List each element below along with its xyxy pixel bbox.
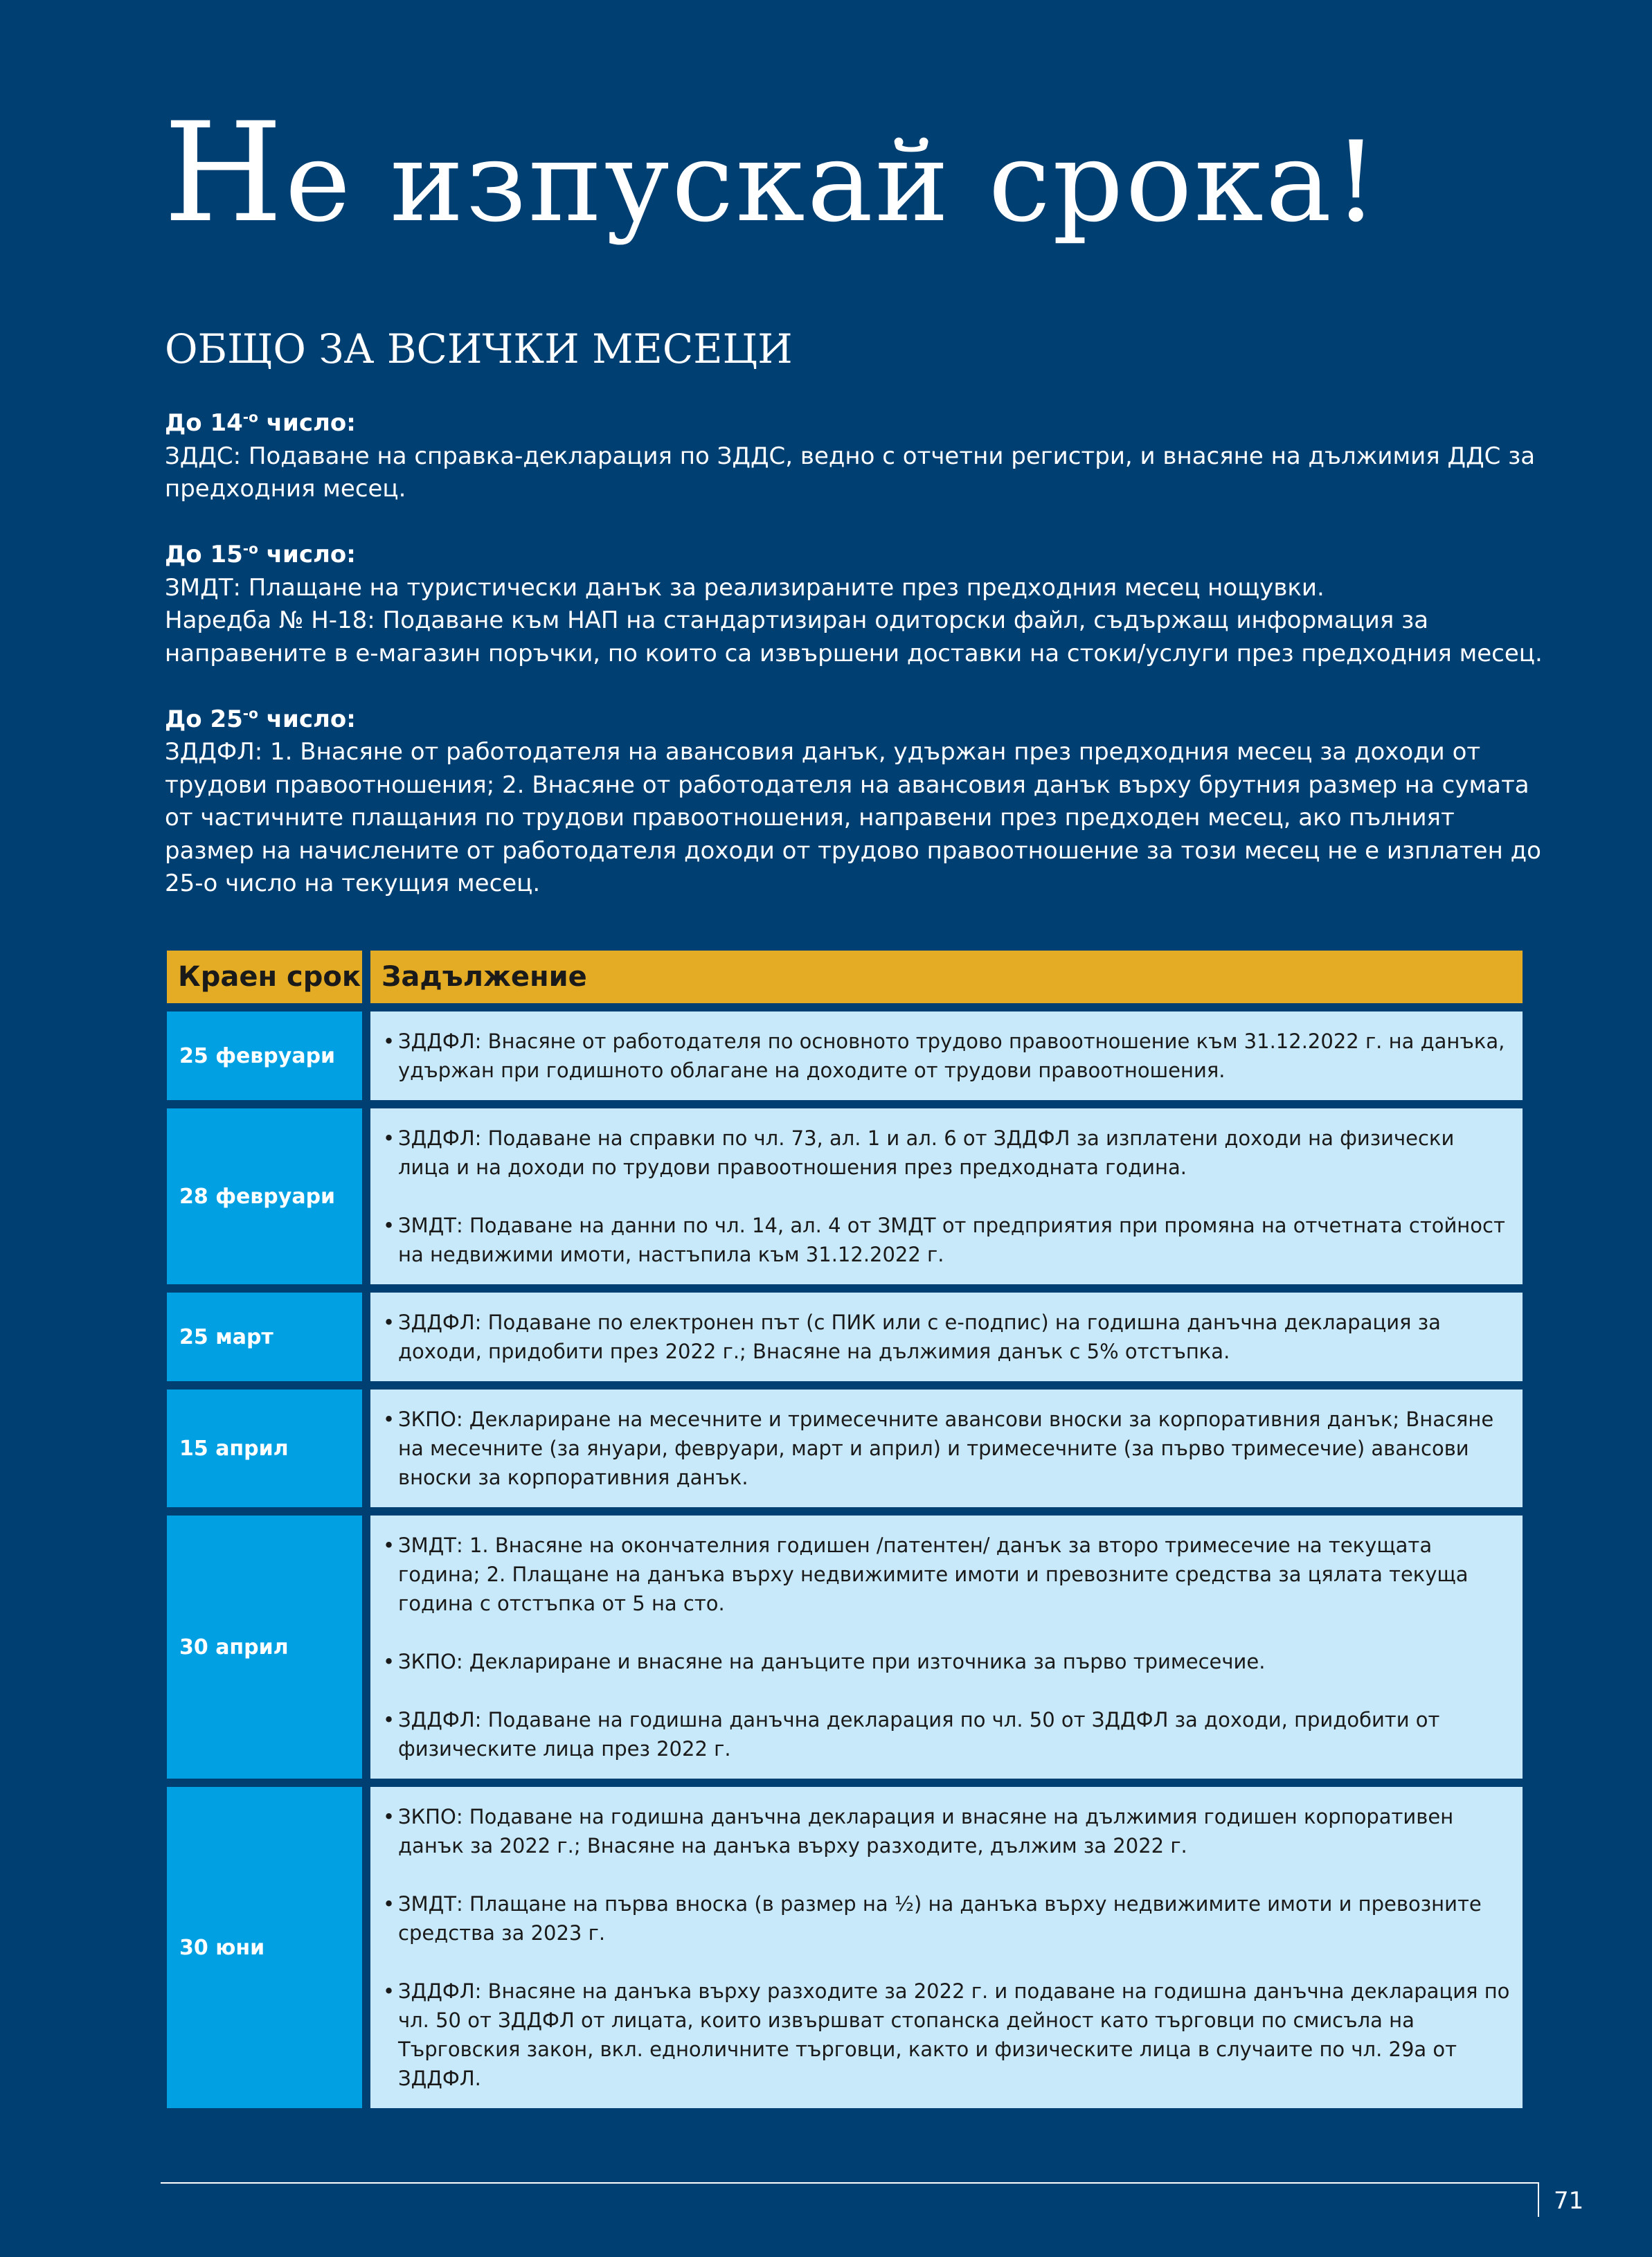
table-row <box>167 1108 1523 1284</box>
obligation-item: • ЗДДФЛ: Подаване по електронен път (с ПИК или с е-подпис) на годишна данъчна декларация за доходи, придобити през 2022 г.; Внасяне на дължимия данък с 5% отстъпка. <box>383 1308 1510 1366</box>
heading-day: До 15 <box>165 541 243 568</box>
intro-heading <box>165 539 1550 572</box>
intro-block-25 <box>165 703 1550 901</box>
heading-day: До 25 <box>165 705 243 733</box>
heading-suffix-sup: -о <box>242 540 258 557</box>
table-row <box>167 1293 1523 1381</box>
section-title: ОБЩО ЗА ВСИЧКИ МЕСЕЦИ <box>165 325 793 372</box>
heading-suffix-sup: -о <box>242 408 258 426</box>
heading-day: До 14 <box>165 409 243 437</box>
obligation-item: • ЗКПО: Деклариране и внасяне на данъците при източника за първо тримесечие. <box>383 1647 1510 1676</box>
obligation-item: • ЗМДТ: 1. Внасяне на окончателния годишен /патентен/ данък за второ тримесечие на текущата година; 2. Плащане на данъка върху недвижимите имоти и превозните средства за цялата текуща година с отстъпка от 5 на сто. <box>383 1531 1510 1618</box>
obligation-item: • ЗДДФЛ: Подаване на годишна данъчна декларация по чл. 50 от ЗДДФЛ за доходи, придобити от физическите лица през 2022 г. <box>383 1705 1510 1763</box>
column-header-deadline: Краен срок <box>167 951 362 1003</box>
deadline-cell: 30 април <box>167 1516 362 1779</box>
table-row <box>167 1011 1523 1100</box>
obligation-cell <box>370 1390 1523 1507</box>
intro-text <box>165 407 1550 933</box>
obligation-item: • ЗКПО: Подаване на годишна данъчна декларация и внасяне на дължимия годишен корпоративен данък за 2022 г.; Внасяне на данъка върху разходите, дължим за 2022 г. <box>383 1802 1510 1860</box>
obligation-item: • ЗКПО: Деклариране на месечните и тримесечните авансови вноски за корпоративния данък; Внасяне на месечните (за януари, февруари, март и април) и тримесечните (за първо тримесечие) авансови вноски за корпоративния данък. <box>383 1405 1510 1492</box>
table-row <box>167 1390 1523 1507</box>
intro-paragraph: ЗДДФЛ: 1. Внасяне от работодателя на авансовия данък, удържан през предходния месец за доходи от трудови правоотношения; 2. Внасяне от работодателя на авансовия данък върху брутния размер на сумата от частичните плащания по трудови правоотношения, направени през предходен месец, ако пълният размер на начислените от работодателя доходи от трудово правоотношение за този месец не е изплатен до 25-о число на текущия месец. <box>165 738 1541 897</box>
heading-suffix-sup: -о <box>242 705 258 722</box>
obligation-item: • ЗМДТ: Плащане на първа вноска (в размер на ½) на данъка върху недвижимите имоти и превозните средства за 2023 г. <box>383 1889 1510 1948</box>
page-title-rest: е изпускай срока! <box>285 117 1381 246</box>
heading-word: число: <box>258 541 356 568</box>
intro-heading <box>165 703 1550 737</box>
intro-paragraph: Наредба № Н-18: Подаване към НАП на стандартизиран одиторски файл, съдържащ информация за направените в е-магазин поръчки, по които са извършени доставки на стоки/услуги през предходния месец. <box>165 606 1543 667</box>
page-number: 71 <box>1554 2187 1584 2215</box>
intro-heading <box>165 407 1550 440</box>
page-title <box>163 93 1381 253</box>
footer-divider-tick <box>1538 2182 1539 2217</box>
obligation-item: • ЗДДФЛ: Внасяне на данъка върху разходите за 2022 г. и подаване на годишна данъчна декларация по чл. 50 от ЗДДФЛ от лицата, които извършват стопанска дейност като търговци по смисъла на Търговския закон, вкл. едноличните търговци, както и физическите лица в случаите по чл. 29а от ЗДДФЛ. <box>383 1977 1510 2093</box>
deadline-cell: 30 юни <box>167 1787 362 2108</box>
obligation-cell <box>370 1516 1523 1779</box>
deadline-cell: 25 март <box>167 1293 362 1381</box>
heading-word: число: <box>258 705 356 733</box>
obligation-item: • ЗДДФЛ: Внасяне от работодателя по основното трудово правоотношение към 31.12.2022 г. на данъка, удържан при годишното облагане на доходите от трудови правоотношения. <box>383 1027 1510 1085</box>
page-title-initial: Н <box>163 93 285 253</box>
intro-paragraph: ЗДДС: Подаване на справка-декларация по ЗДДС, ведно с отчетни регистри, и внасяне на дължимия ДДС за предходния месец. <box>165 442 1536 503</box>
obligation-item: • ЗДДФЛ: Подаване на справки по чл. 73, ал. 1 и ал. 6 от ЗДДФЛ за изплатени доходи на физически лица и на доходи по трудови правоотношения през предходната година. <box>383 1124 1510 1182</box>
deadlines-table <box>167 951 1523 2116</box>
deadline-cell: 28 февруари <box>167 1108 362 1284</box>
obligation-cell <box>370 1787 1523 2108</box>
table-row <box>167 1516 1523 1779</box>
column-header-obligation: Задължение <box>370 951 1523 1003</box>
table-header <box>167 951 1523 1003</box>
intro-block-14 <box>165 407 1550 506</box>
heading-word: число: <box>258 409 356 437</box>
deadline-cell: 15 април <box>167 1390 362 1507</box>
intro-block-15 <box>165 539 1550 670</box>
deadline-cell: 25 февруари <box>167 1011 362 1100</box>
obligation-item: • ЗМДТ: Подаване на данни по чл. 14, ал. 4 от ЗМДТ от предприятия при промяна на отчетната стойност на недвижими имоти, настъпила към 31.12.2022 г. <box>383 1211 1510 1269</box>
obligation-cell <box>370 1108 1523 1284</box>
obligation-cell <box>370 1293 1523 1381</box>
footer-divider <box>161 2182 1538 2184</box>
obligation-cell <box>370 1011 1523 1100</box>
intro-paragraph: ЗМДТ: Плащане на туристически данък за реализираните през предходния месец нощувки. <box>165 573 1325 602</box>
table-row <box>167 1787 1523 2108</box>
